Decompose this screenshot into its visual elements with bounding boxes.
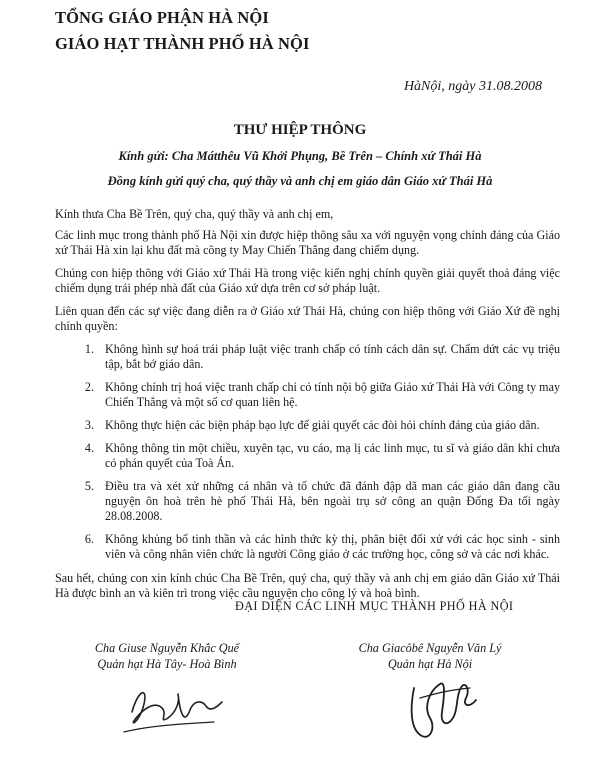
closing-paragraph: Sau hết, chúng con xin kính chúc Cha Bề Trên, quý cha, quý thầy và anh chị em giáo dân Giáo xứ Thái Hà được bình an và kiên trì trong việc cầu nguyện cho công lý và hoà bình. bbox=[55, 571, 560, 600]
request-item: 2. Không chính trị hoá việc tranh chấp chỉ có tính nội bộ giữa Giáo xứ Thái Hà với Công ty may Chiến Thắng và một số cơ quan liên hệ. bbox=[97, 380, 560, 410]
requests-list bbox=[55, 342, 560, 562]
representative-heading: ĐẠI DIỆN CÁC LINH MỤC THÀNH PHỐ HÀ NỘI bbox=[235, 599, 514, 613]
cc-line: Đồng kính gửi quý cha, quý thầy và anh chị em giáo dân Giáo xứ Thái Hà bbox=[107, 174, 493, 188]
signatory-role: Quản hạt Hà Tây- Hoà Bình bbox=[97, 657, 237, 671]
request-item: 3. Không thực hiện các biện pháp bạo lực để giải quyết các đòi hỏi chính đáng của giáo dân. bbox=[97, 418, 560, 433]
request-item: 6. Không khủng bố tinh thần và các hình thức kỳ thị, phân biệt đối xử với các học sinh - sinh viên và công nhân viên chức là người Công giáo ở các trường học, công sở và các nơi khác. bbox=[97, 532, 560, 562]
paragraph-solidarity: Các linh mục trong thành phố Hà Nội xin được hiệp thông sâu xa với nguyện vọng chính đáng của Giáo xứ Thái Hà xin lại khu đất mà công ty May Chiến Thắng đang chiếm dụng. bbox=[55, 228, 560, 257]
letter-title: THƯ HIỆP THÔNG bbox=[233, 122, 367, 138]
signatory-role: Quản hạt Hà Nội bbox=[387, 657, 473, 671]
request-item: 4. Không thông tin một chiều, xuyên tạc, vu cáo, mạ lị các linh mục, tu sĩ và giáo dân khi chưa có phán quyết của Toà Án. bbox=[97, 441, 560, 471]
signatory-name: Cha Giuse Nguyễn Khắc Quế bbox=[94, 641, 240, 655]
signature-right-image bbox=[400, 668, 490, 748]
paragraph-requests-intro: Liên quan đến các sự việc đang diễn ra ở Giáo xứ Thái Hà, chúng con hiệp thông với Giáo Xứ đề nghị chính quyền: bbox=[55, 304, 560, 333]
header-deanery: GIÁO HẠT THÀNH PHỐ HÀ NỘI bbox=[55, 34, 310, 53]
salutation: Kính thưa Cha Bề Trên, quý cha, quý thầy và anh chị em, bbox=[55, 207, 334, 221]
signature-left-image bbox=[118, 672, 228, 742]
letter-body bbox=[55, 207, 560, 609]
signatory-name: Cha Giacôbê Nguyễn Văn Lý bbox=[358, 641, 502, 655]
letter-date: HàNội, ngày 31.08.2008 bbox=[403, 79, 542, 94]
signatory-left bbox=[62, 640, 272, 672]
request-item: 1. Không hình sự hoá trái pháp luật việc tranh chấp có tính cách dân sự. Chấm dứt các vụ triệu tập, bắt bớ giáo dân. bbox=[97, 342, 560, 372]
request-item: 5. Điều tra và xét xử những cá nhân và tổ chức đã đánh đập dã man các giáo dân đang cầu nguyện ôn hoà trên hè phố Thái Hà, bên ngoài trụ sở công an quận Đống Đa tối ngày 28.08.2008. bbox=[97, 479, 560, 524]
addressee-line: Kính gửi: Cha Mátthêu Vũ Khởi Phụng, Bề Trên – Chính xứ Thái Hà bbox=[118, 149, 482, 163]
paragraph-petition: Chúng con hiệp thông với Giáo xứ Thái Hà trong việc kiến nghị chính quyền giải quyết thoả đáng việc chiếm dụng trái phép nhà đất của Giáo xứ dựa trên cơ sở pháp luật. bbox=[55, 266, 560, 295]
header-archdiocese: TỔNG GIÁO PHẬN HÀ NỘI bbox=[55, 8, 269, 27]
